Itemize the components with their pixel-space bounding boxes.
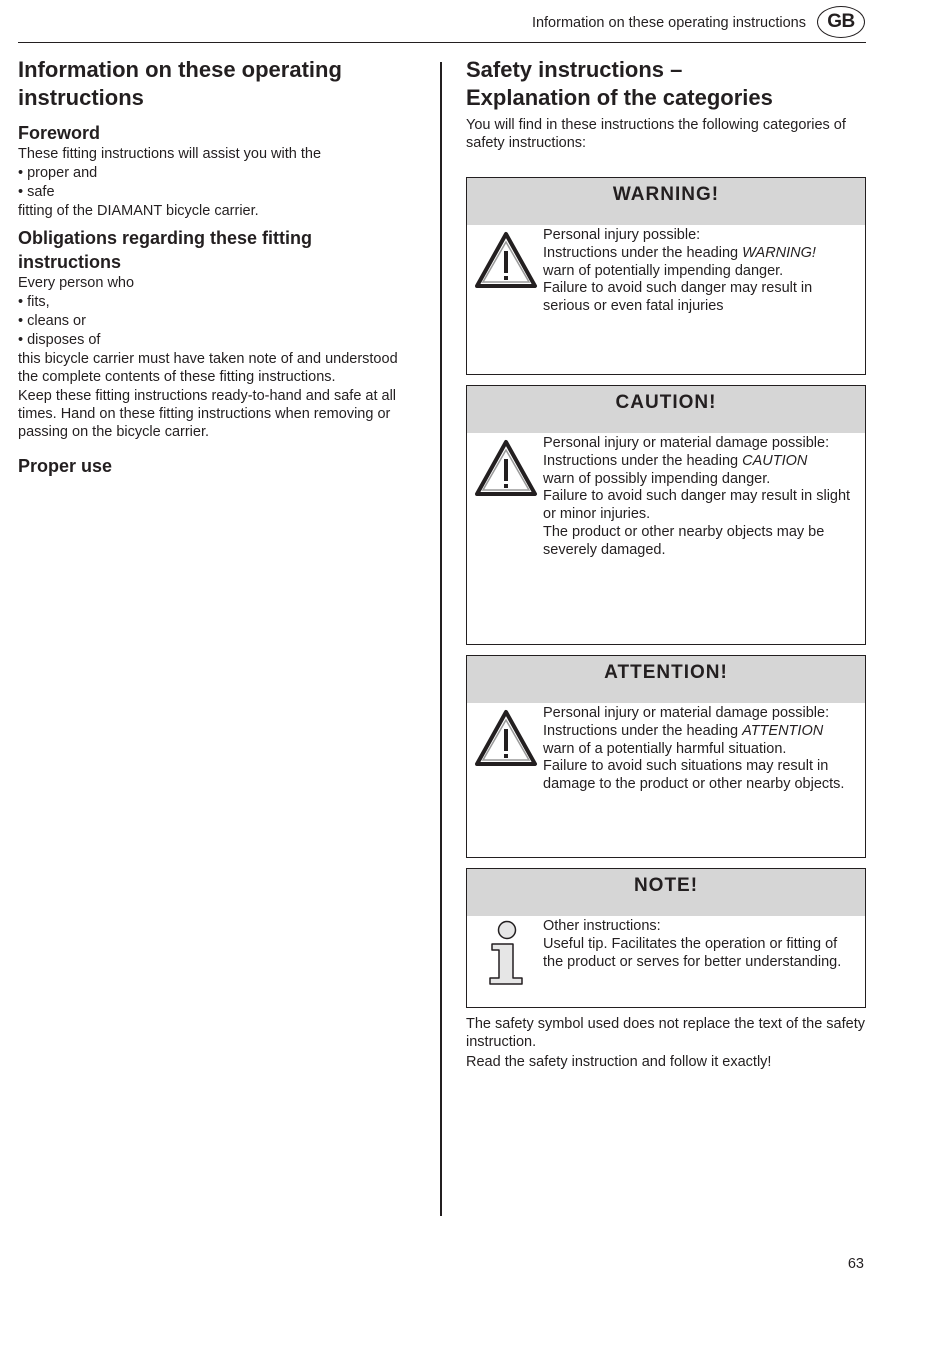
obligations-intro: Every person who bbox=[18, 275, 135, 291]
note-box bbox=[466, 868, 866, 1008]
column-divider bbox=[440, 62, 442, 1216]
page-header bbox=[18, 6, 866, 43]
proper-use-heading: Proper use bbox=[18, 456, 113, 476]
safety-title-line-1: Safety instructions – bbox=[466, 57, 683, 82]
right-column bbox=[466, 56, 868, 152]
attention-line: warn of a potentially harmful situation. bbox=[543, 740, 787, 757]
attention-line: Personal injury or material damage possible: bbox=[543, 705, 830, 721]
foreword-intro: These fitting instructions will assist you with the bbox=[18, 146, 322, 162]
warning-triangle-icon bbox=[474, 709, 538, 772]
caution-heading-emphasis: CAUTION bbox=[742, 452, 808, 469]
warning-line: Failure to avoid such danger may result in serious or even fatal injuries bbox=[543, 280, 813, 315]
caution-box bbox=[466, 385, 866, 645]
note-text bbox=[543, 918, 861, 971]
safety-footer-line: Read the safety instruction and follow it exactly! bbox=[466, 1054, 772, 1070]
attention-box bbox=[466, 655, 866, 858]
attention-text bbox=[543, 705, 861, 794]
foreword-outro: fitting of the DIAMANT bicycle carrier. bbox=[18, 203, 259, 219]
caution-line: The product or other nearby objects may be severely damaged. bbox=[543, 523, 825, 558]
attention-heading-emphasis: ATTENTION bbox=[742, 722, 824, 739]
info-icon bbox=[487, 920, 527, 991]
warning-line: warn of potentially impending danger. bbox=[543, 262, 784, 279]
section-title: Information on these operating instructions bbox=[18, 57, 342, 110]
warning-text bbox=[543, 227, 861, 316]
caution-line: Failure to avoid such danger may result in slight or minor injuries. bbox=[543, 488, 851, 523]
warning-line: Personal injury possible: bbox=[543, 227, 701, 243]
header-title: Information on these operating instructions bbox=[531, 15, 806, 31]
safety-footer bbox=[466, 1015, 866, 1071]
warning-label: WARNING! bbox=[467, 178, 865, 225]
warning-line-text: Instructions under the heading bbox=[543, 244, 743, 261]
warning-heading-emphasis: WARNING! bbox=[742, 244, 816, 261]
bullet-item: • fits, bbox=[18, 294, 50, 310]
obligations-paragraph: Keep these fitting instructions ready-to-hand and safe at all times. Hand on these fitting instructions when removing or passing on the bicycle carrier. bbox=[18, 388, 397, 440]
note-label: NOTE! bbox=[467, 869, 865, 916]
language-badge: GB bbox=[817, 6, 865, 38]
note-line: Useful tip. Facilitates the operation or fitting of the product or serves for better understanding. bbox=[543, 935, 842, 970]
left-column bbox=[18, 56, 420, 478]
caution-text bbox=[543, 435, 861, 560]
page-number: 63 bbox=[847, 1256, 864, 1272]
attention-label: ATTENTION! bbox=[467, 656, 865, 703]
caution-line: Personal injury or material damage possible: bbox=[543, 435, 830, 451]
attention-line: Failure to avoid such situations may result in damage to the product or other nearby objects. bbox=[543, 758, 845, 793]
warning-triangle-icon bbox=[474, 231, 538, 294]
safety-footer-line: The safety symbol used does not replace the text of the safety instruction. bbox=[466, 1016, 865, 1050]
bullet-item: • proper and bbox=[18, 165, 98, 181]
obligations-heading: Obligations regarding these fitting instructions bbox=[18, 228, 313, 272]
safety-title-line-2: Explanation of the categories bbox=[466, 85, 773, 110]
bullet-item: • safe bbox=[18, 184, 55, 200]
safety-intro: You will find in these instructions the following categories of safety instructions: bbox=[466, 117, 846, 151]
caution-line bbox=[543, 453, 861, 471]
warning-triangle-icon bbox=[474, 439, 538, 502]
bullet-item: • disposes of bbox=[18, 332, 101, 348]
caution-line-text: Instructions under the heading bbox=[543, 452, 743, 469]
caution-label: CAUTION! bbox=[467, 386, 865, 433]
warning-box bbox=[466, 177, 866, 375]
attention-line-text: Instructions under the heading bbox=[543, 722, 743, 739]
note-line: Other instructions: bbox=[543, 918, 661, 934]
attention-line bbox=[543, 723, 861, 741]
obligations-paragraph: this bicycle carrier must have taken note of and understood the complete contents of these fitting instructions. bbox=[18, 351, 398, 385]
foreword-heading: Foreword bbox=[18, 123, 101, 143]
warning-line bbox=[543, 245, 861, 263]
bullet-item: • cleans or bbox=[18, 313, 86, 329]
caution-line: warn of possibly impending danger. bbox=[543, 470, 771, 487]
